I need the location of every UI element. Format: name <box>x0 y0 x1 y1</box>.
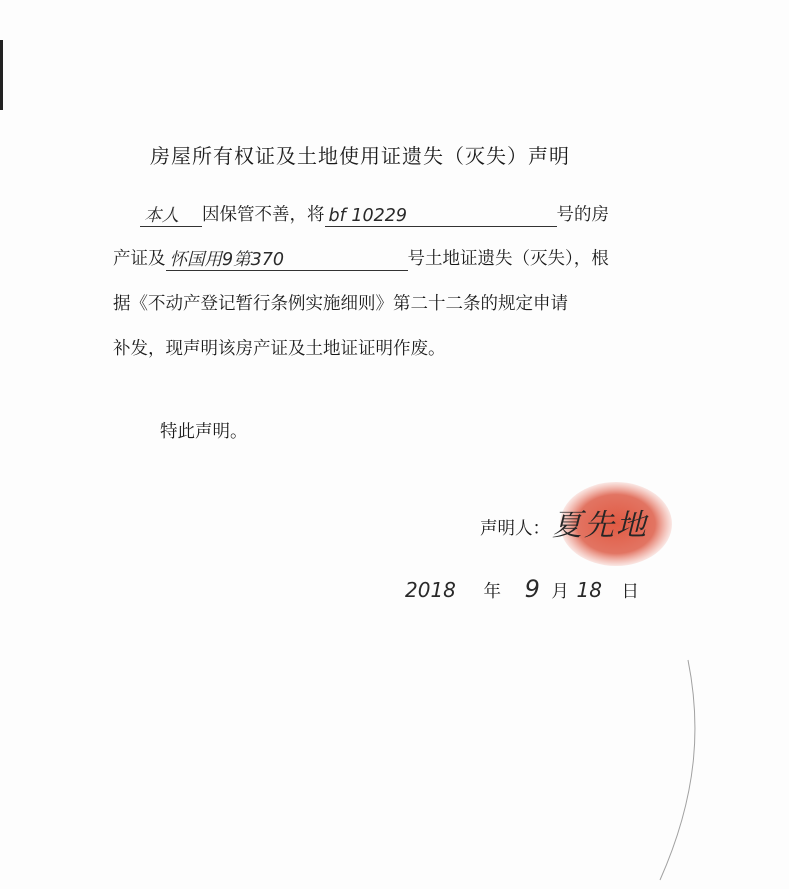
closing-statement: 特此声明。 <box>160 422 248 442</box>
date-year-label: 年 <box>483 582 501 602</box>
line1-text-b: 号的房 <box>556 205 609 225</box>
declarant-label: 声明人： <box>480 519 550 539</box>
date-day-label: 日 <box>621 582 640 602</box>
body-line-3: 据《不动产登记暂行条例实施细则》第二十二条的规定申请 <box>113 294 568 314</box>
document-title: 房屋所有权证及土地使用证遗失（灭失）声明 <box>150 144 570 168</box>
date-day-handwritten: 18 <box>576 578 602 602</box>
line2-text-a: 产证及 <box>113 249 166 269</box>
handwritten-land-number: 怀国用9第370 <box>169 250 285 270</box>
handwritten-person: 本人 <box>144 206 179 226</box>
date-year-handwritten: 2018 <box>405 578 456 602</box>
date-month-handwritten: 9 <box>524 575 540 603</box>
handwritten-cert-number: bf 10229 <box>328 206 408 226</box>
body-line-4: 补发，现声明该房产证及土地证证明作废。 <box>113 339 446 359</box>
line2-text-b: 号土地证遗失（灭失），根 <box>407 249 609 269</box>
line1-text-a: 因保管不善，将 <box>202 205 325 225</box>
handwritten-signature: 夏先地 <box>552 508 648 543</box>
date-month-label: 月 <box>551 582 569 602</box>
